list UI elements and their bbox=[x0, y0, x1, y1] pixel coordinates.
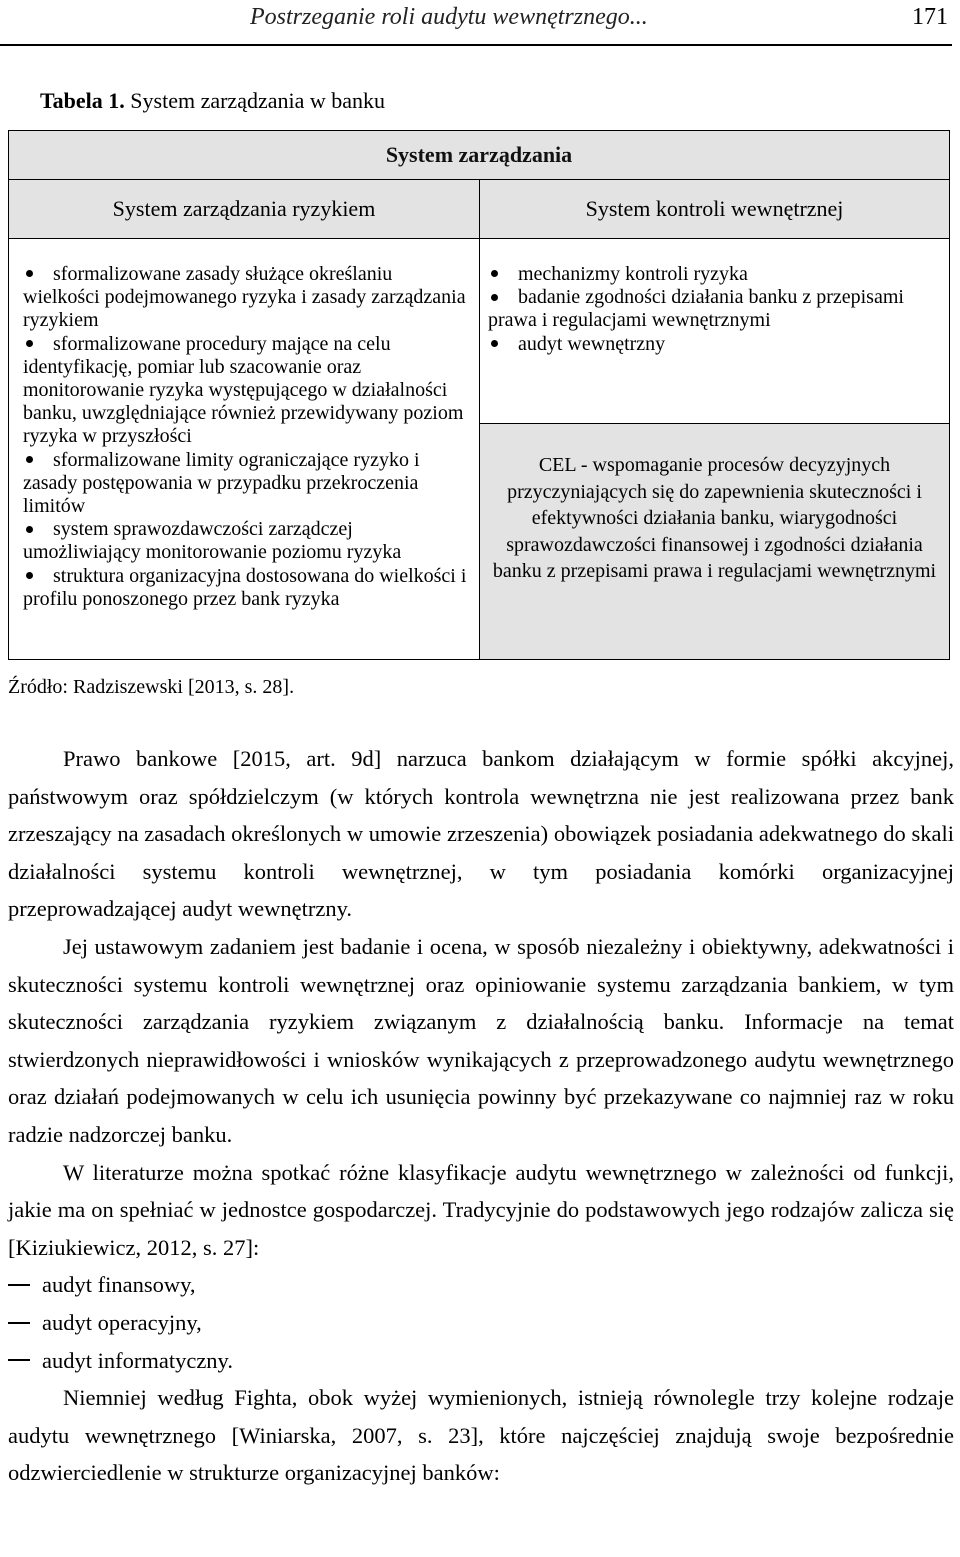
goal-cell: CEL - wspomaganie procesów decyzyjnych przyczyniających się do zapewnienia skuteczności i efektywności działania banku, wiarygodności sprawozdawczości finansowej i zgodności działania banku z przepisami prawa i regulacjami wewnętrznymi bbox=[479, 423, 950, 660]
audit-types-list bbox=[8, 1266, 954, 1379]
body-text bbox=[8, 740, 954, 1492]
list-item: sformalizowane procedury mające na celu identyfikację, pomiar lub szacowanie oraz monitorowanie ryzyka występującego w działalności banku, uwzględniające również przewidywany poziom ryzyka w przyszłości bbox=[23, 332, 464, 448]
list-item: sformalizowane zasady służące określaniu wielkości podejmowanego ryzyka i zasady zarządzania ryzykiem bbox=[23, 263, 466, 332]
paragraph: Niemniej według Fighta, obok wyżej wymienionych, istnieją równolegle trzy kolejne rodzaje audytu wewnętrznego [Winiarska, 2007, s. 23], które najczęściej znajdują swoje bezpośrednie odzwierciedlenie w strukturze organizacyjnej banków: bbox=[8, 1385, 954, 1486]
bullet-icon bbox=[26, 340, 33, 347]
running-header bbox=[0, 0, 952, 46]
list-item: badanie zgodności działania banku z przepisami prawa i regulacjami wewnętrznymi bbox=[488, 286, 904, 332]
dash-icon bbox=[8, 1322, 30, 1324]
table-caption bbox=[40, 88, 385, 114]
risk-management-list bbox=[23, 263, 467, 611]
paragraph: W literaturze można spotkać różne klasyfikacje audytu wewnętrznego w zależności od funkcji, jakie ma on spełniać w jednostce gospodarczej. Tradycyjnie do podstawowych jego rodzajów zalicza się [Kiziukiewicz, 2012, s. 27]: bbox=[8, 1159, 954, 1260]
internal-control-list bbox=[488, 263, 939, 356]
list-item: mechanizmy kontroli ryzyka bbox=[488, 263, 939, 286]
bullet-icon bbox=[491, 270, 498, 277]
list-item: audyt informatyczny. bbox=[8, 1342, 954, 1380]
paragraph: Prawo bankowe [2015, art. 9d] narzuca bankom działającym w formie spółki akcyjnej, państwowym oraz spółdzielczym (w których kontrola wewnętrzna nie jest realizowana przez bank zrzeszający na zasadach określonych w umowie zrzeszenia) obowiązek posiadania adekwatnego do skali działalności systemu kontroli wewnętrznej, w tym posiadania komórki organizacyjnej przeprowadzającej audyt wewnętrzny. bbox=[8, 746, 954, 922]
bullet-icon bbox=[26, 270, 33, 277]
bullet-icon bbox=[26, 572, 33, 579]
internal-control-header: System kontroli wewnętrznej bbox=[479, 179, 950, 239]
table-caption-text: System zarządzania w banku bbox=[124, 88, 386, 113]
management-system-table bbox=[8, 130, 950, 660]
bullet-icon bbox=[26, 526, 33, 533]
risk-management-header: System zarządzania ryzykiem bbox=[8, 179, 480, 239]
list-item: audyt operacyjny, bbox=[8, 1304, 954, 1342]
table-top-header: System zarządzania bbox=[8, 130, 950, 180]
page-number: 171 bbox=[912, 4, 948, 30]
bullet-icon bbox=[26, 456, 33, 463]
table-caption-label: Tabela 1. bbox=[40, 88, 125, 113]
table-source: Źródło: Radziszewski [2013, s. 28]. bbox=[8, 676, 295, 698]
internal-control-cell bbox=[479, 238, 950, 424]
bullet-icon bbox=[491, 340, 498, 347]
paragraph: Jej ustawowym zadaniem jest badanie i ocena, w sposób niezależny i obiektywny, adekwatności i skuteczności systemu kontroli wewnętrznej oraz opiniowanie systemu zarządzania bankiem, w tym skuteczności zarządzania ryzykiem związanym z działalnością banku. Informacje na temat stwierdzonych nieprawidłowości i wniosków wynikających z przeprowadzonego audytu wewnętrznego oraz działań podejmowanych w celu ich usunięcia powinny być przekazywane co najmniej raz w roku radzie nadzorczej banku. bbox=[8, 933, 954, 1147]
list-item: system sprawozdawczości zarządczej umożliwiający monitorowanie poziomu ryzyka bbox=[23, 518, 402, 564]
risk-management-cell bbox=[8, 238, 480, 660]
dash-icon bbox=[8, 1359, 30, 1361]
list-item: struktura organizacyjna dostosowana do wielkości i profilu ponoszonego przez bank ryzyka bbox=[23, 564, 467, 610]
list-item: sformalizowane limity ograniczające ryzyko i zasady postępowania w przypadku przekroczenia limitów bbox=[23, 448, 420, 518]
list-item: audyt finansowy, bbox=[8, 1266, 954, 1304]
list-item: audyt wewnętrzny bbox=[488, 333, 939, 356]
running-title: Postrzeganie roli audytu wewnętrznego... bbox=[250, 4, 648, 30]
dash-icon bbox=[8, 1284, 30, 1286]
bullet-icon bbox=[491, 294, 498, 301]
